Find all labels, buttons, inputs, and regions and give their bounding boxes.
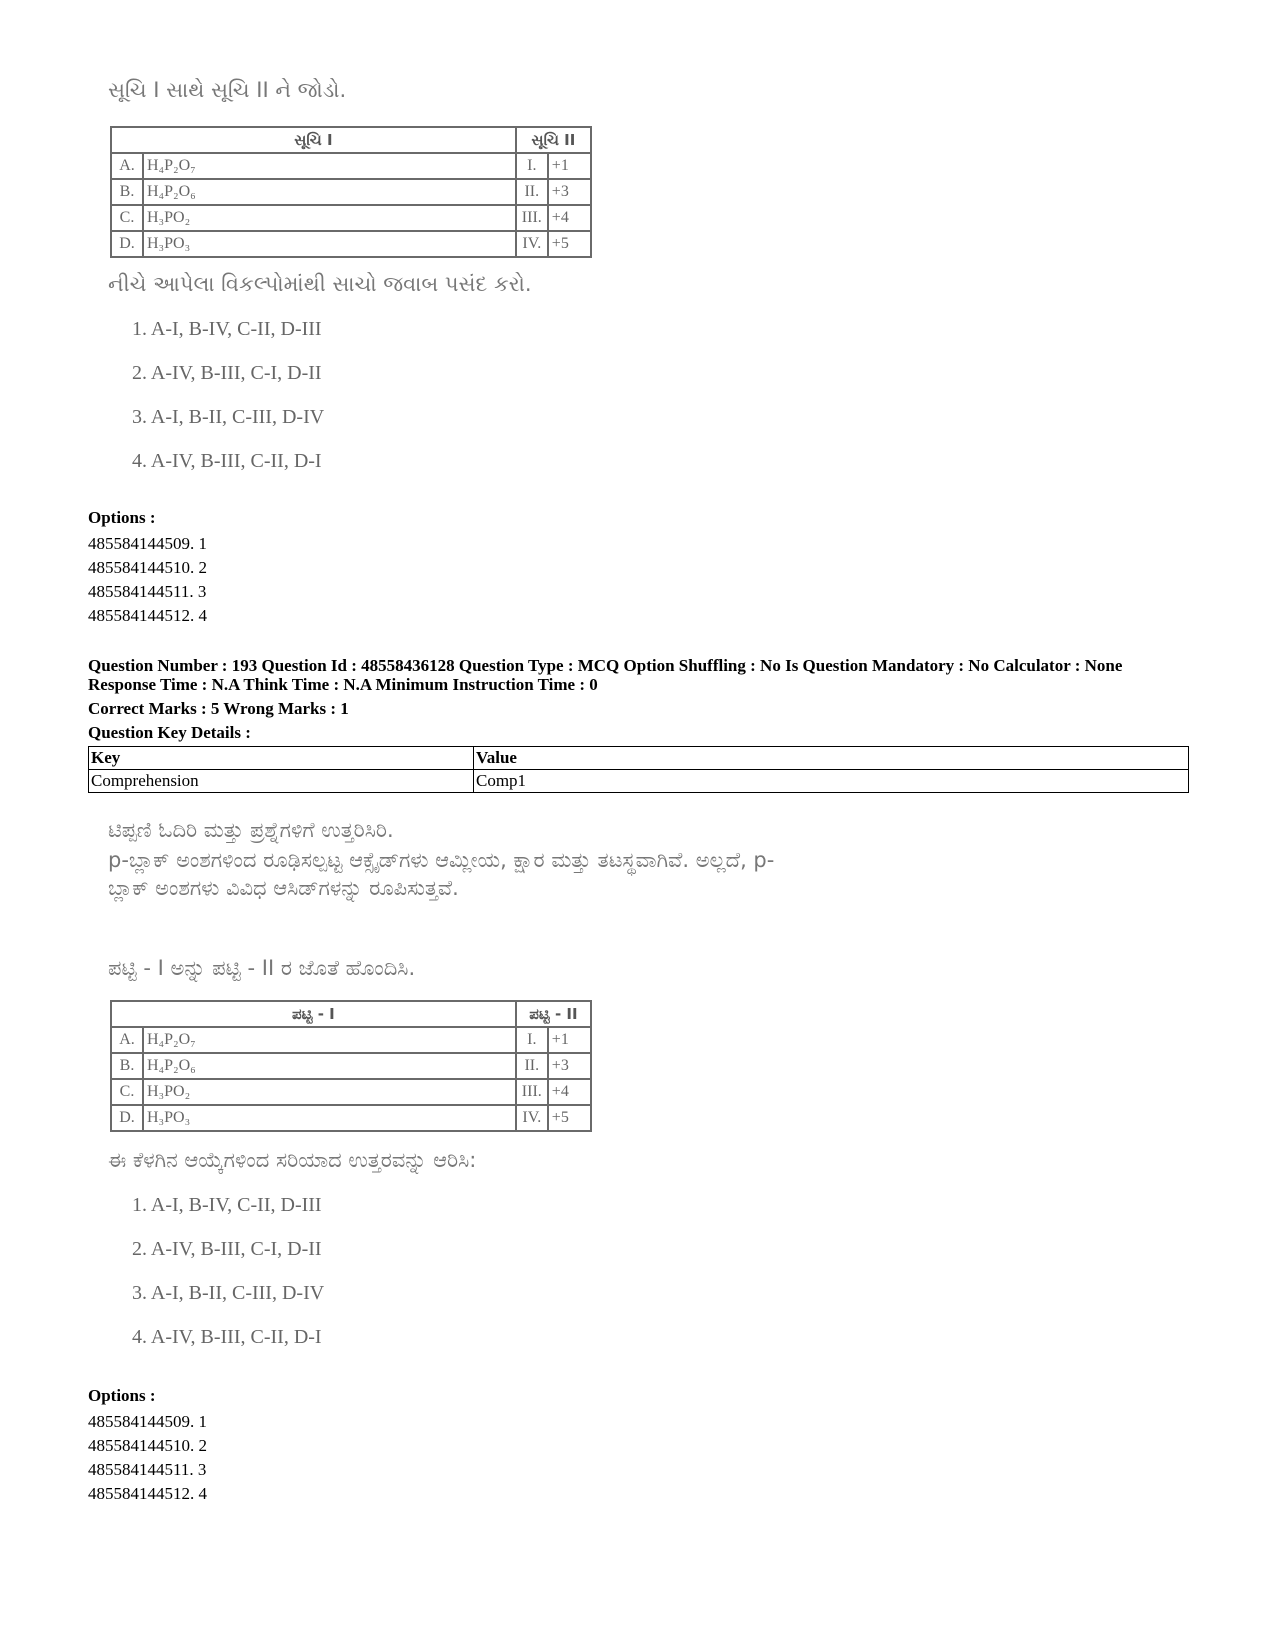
q2-marks: Correct Marks : 5 Wrong Marks : 1 [88,699,349,718]
q1-choice-4: 4. A-IV, B-III, C-II, D-I [132,450,322,472]
row-label: B. [111,179,143,205]
q2-passage-line3: ಬ್ಲಾಕ್ ಅಂಶಗಳು ವಿವಿಧ ಆಸಿಡ್‌ಗಳನ್ನು ರೂಪಿಸುತ್ತವೆ. [108,876,459,900]
row-roman: I. [516,153,548,179]
q2-options-title: Options : [88,1386,156,1405]
q2-header-left: ಪಟ್ಟಿ - I [111,1001,516,1027]
q1-header-left: સૂચિ I [111,127,516,153]
q2-meta-line1: Question Number : 193 Question Id : 48558436128 Question Type : MCQ Option Shuffling : No Is Question Mandatory : No Calculator : None [88,656,1123,675]
q2-choice-1: 1. A-I, B-IV, C-II, D-III [132,1194,322,1216]
row-formula: H₄P₂O₆ [143,179,516,205]
q2-passage-line2: p-ಬ್ಲಾಕ್ ಅಂಶಗಳಿಂದ ರೂಢಿಸಲ್ಪಟ್ಟ ಆಕ್ಸೈಡ್‌ಗಳು ಆಮ್ಲೀಯ, ಕ್ಷಾರ ಮತ್ತು ತಟಸ್ಥವಾಗಿವೆ. ಅಲ್ಲದೆ, p- [108,848,775,872]
q2-instruction: ಪಟ್ಟಿ - I ಅನ್ನು ಪಟ್ಟಿ - II ರ ಜೊತೆ ಹೊಂದಿಸಿ. [108,956,416,980]
row-roman: II. [516,1053,548,1079]
kv-header-value: Value [474,747,1189,770]
row-label: C. [111,1079,143,1105]
list-item: 485584144512. 4 [88,606,207,625]
q2-choice-2: 2. A-IV, B-III, C-I, D-II [132,1238,322,1260]
list-item: 485584144509. 1 [88,1412,207,1431]
row-label: A. [111,153,143,179]
row-value: +1 [548,1027,591,1053]
row-roman: IV. [516,1105,548,1131]
q1-instruction: સૂચિ I સાથે સૂચિ II ને જોડો. [108,78,347,102]
list-item: 485584144511. 3 [88,1460,207,1479]
q2-options-list [88,1410,207,1506]
row-roman: III. [516,205,548,231]
list-item: 485584144510. 2 [88,558,207,577]
q2-header-right: ಪಟ್ಟಿ - II [516,1001,591,1027]
row-label: D. [111,231,143,257]
q1-match-table [110,126,592,258]
row-formula: H₃PO₃ [143,231,516,257]
table-row [89,747,1189,770]
q1-choose-text: નીચે આપેલા વિકલ્પોમાંથી સાચો જવાબ પસંદ કરો. [108,272,532,296]
q2-choice-4: 4. A-IV, B-III, C-II, D-I [132,1326,322,1348]
q2-choose-text: ಈ ಕೆಳಗಿನ ಆಯ್ಕೆಗಳಿಂದ ಸರಿಯಾದ ಉತ್ತರವನ್ನು ಆರಿಸಿ: [108,1148,477,1172]
row-label: C. [111,205,143,231]
table-row [89,770,1189,793]
row-formula: H₄P₂O₇ [143,1027,516,1053]
q1-options-list [88,532,207,628]
kv-header-key: Key [89,747,474,770]
q2-key-details-title: Question Key Details : [88,723,251,742]
row-label: D. [111,1105,143,1131]
list-item: 485584144509. 1 [88,534,207,553]
table-row [111,1053,591,1079]
row-formula: H₄P₂O₆ [143,1053,516,1079]
list-item: 485584144511. 3 [88,582,207,601]
q1-choice-2: 2. A-IV, B-III, C-I, D-II [132,362,322,384]
kv-key: Comprehension [89,770,474,793]
q2-key-table [88,746,1189,793]
q1-choice-3: 3. A-I, B-II, C-III, D-IV [132,406,325,428]
row-value: +4 [548,205,591,231]
row-formula: H₃PO₂ [143,205,516,231]
table-row [111,1079,591,1105]
row-roman: IV. [516,231,548,257]
list-item: 485584144512. 4 [88,1484,207,1503]
table-row [111,1027,591,1053]
q2-passage-line1: ಟಿಪ್ಪಣಿ ಓದಿರಿ ಮತ್ತು ಪ್ರಶ್ನೆಗಳಿಗೆ ಉತ್ತರಿಸಿರಿ. [108,818,394,842]
q1-choice-1: 1. A-I, B-IV, C-II, D-III [132,318,322,340]
row-roman: II. [516,179,548,205]
row-roman: I. [516,1027,548,1053]
row-value: +4 [548,1079,591,1105]
row-value: +5 [548,1105,591,1131]
table-row [111,205,591,231]
kv-value: Comp1 [474,770,1189,793]
row-label: A. [111,1027,143,1053]
row-label: B. [111,1053,143,1079]
row-value: +1 [548,153,591,179]
table-row [111,153,591,179]
table-row [111,231,591,257]
row-value: +5 [548,231,591,257]
q2-choice-3: 3. A-I, B-II, C-III, D-IV [132,1282,325,1304]
q1-header-right: સૂચિ II [516,127,591,153]
row-roman: III. [516,1079,548,1105]
row-formula: H₃PO₃ [143,1105,516,1131]
q2-match-table [110,1000,592,1132]
table-row [111,179,591,205]
row-formula: H₄P₂O₇ [143,153,516,179]
table-row [111,1105,591,1131]
list-item: 485584144510. 2 [88,1436,207,1455]
row-value: +3 [548,1053,591,1079]
row-formula: H₃PO₂ [143,1079,516,1105]
row-value: +3 [548,179,591,205]
q2-meta-line2: Response Time : N.A Think Time : N.A Minimum Instruction Time : 0 [88,675,598,694]
q1-options-title: Options : [88,508,156,527]
